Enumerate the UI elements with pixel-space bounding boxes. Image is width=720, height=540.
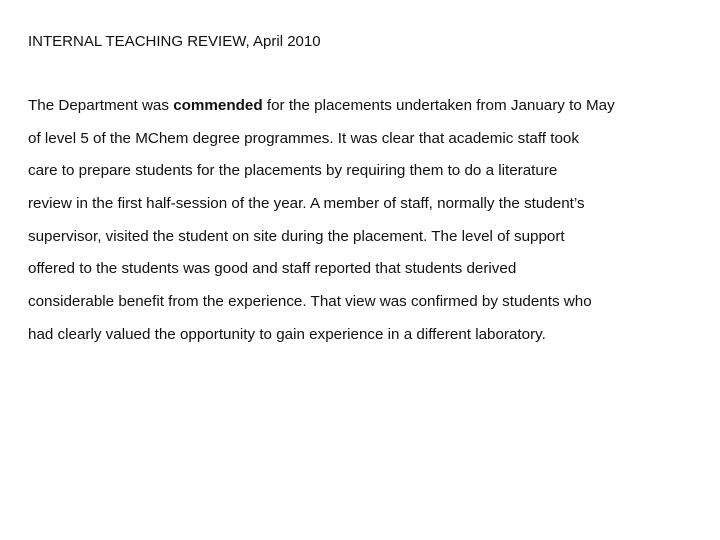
paragraph-line: considerable benefit from the experience. That view was confirmed by students who: [28, 293, 592, 311]
paragraph-line: care to prepare students for the placements by requiring them to do a literature: [28, 162, 558, 180]
paragraph-line: [28, 96, 688, 129]
paragraph-line: offered to the students was good and staff reported that students derived: [28, 260, 517, 278]
line-text-after-emphasis: for the placements undertaken from January to May: [262, 97, 615, 114]
paragraph-line: of level 5 of the MChem degree programmes. It was clear that academic staff took: [28, 129, 579, 147]
paragraph-line: supervisor, visited the student on site during the placement. The level of support: [28, 227, 565, 245]
paragraph-line: had clearly valued the opportunity to gain experience in a different laboratory.: [28, 325, 546, 343]
review-paragraph: [28, 96, 688, 358]
line-text-before-emphasis: The Department was: [28, 97, 174, 114]
paragraph-line: review in the first half-session of the year. A member of staff, normally the student’s: [28, 195, 585, 213]
document-heading: INTERNAL TEACHING REVIEW, April 2010: [28, 33, 321, 50]
emphasized-word: commended: [173, 97, 263, 114]
